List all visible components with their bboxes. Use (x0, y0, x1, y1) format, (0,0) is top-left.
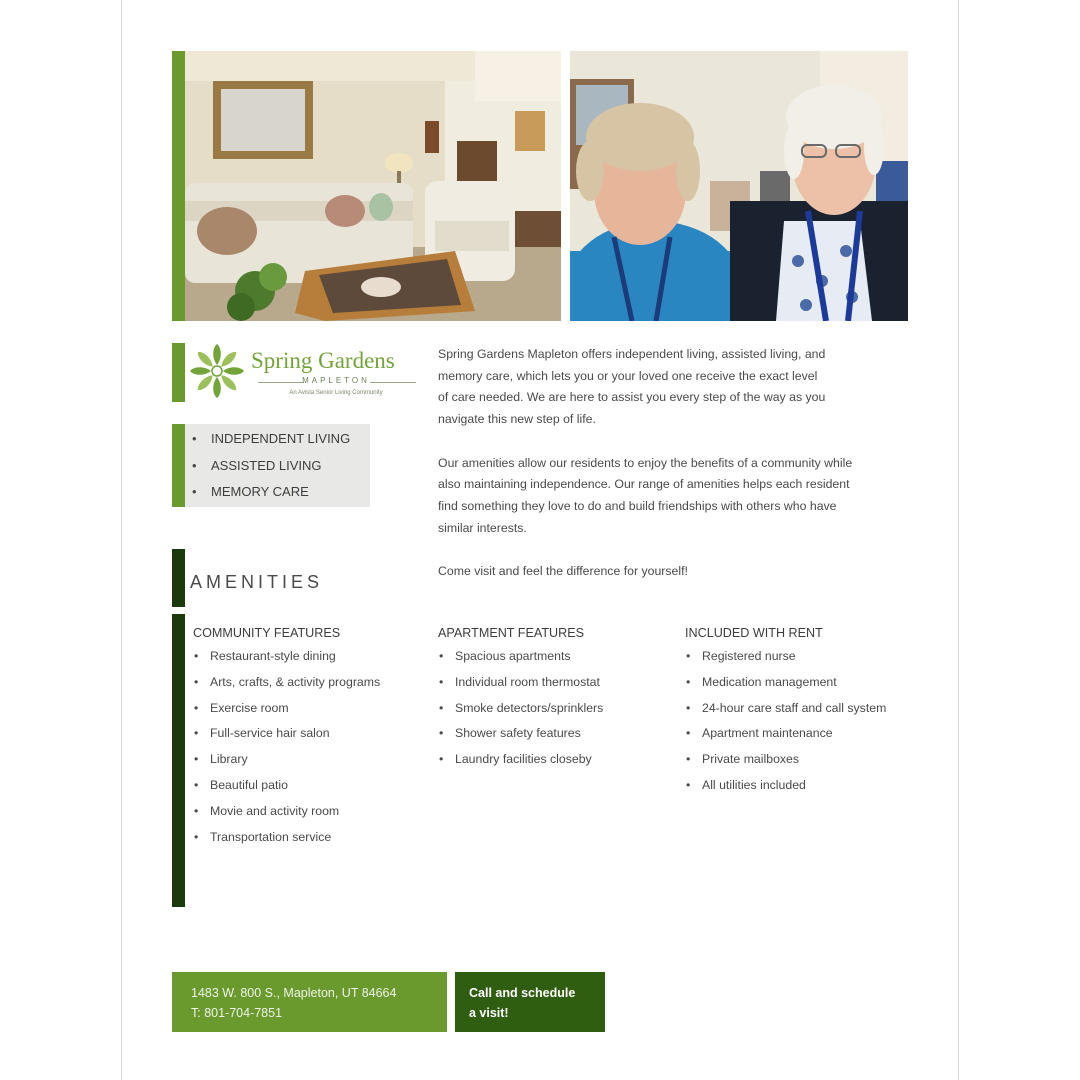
apartment-features-column (438, 626, 603, 777)
column-heading: INCLUDED WITH RENT (685, 626, 823, 640)
list-item: • Smoke detectors/sprinklers (455, 700, 603, 726)
care-level-item: • ASSISTED LIVING (207, 457, 350, 484)
logo-tagline: An Avista Senior Living Community (289, 390, 383, 396)
logo-accent-bar (172, 343, 185, 402)
community-logo (188, 342, 420, 404)
list-item: • Registered nurse (702, 648, 886, 674)
logo-location: MAPLETON (302, 376, 370, 385)
list-item: • Beautiful patio (210, 777, 380, 803)
community-features-column (193, 626, 380, 854)
community-features-list (193, 648, 380, 854)
care-levels-box (185, 424, 370, 507)
list-item: • All utilities included (702, 777, 886, 803)
included-with-rent-list (685, 648, 886, 803)
leaf-star-icon (188, 342, 246, 400)
column-heading: APARTMENT FEATURES (438, 626, 585, 640)
list-item: • Individual room thermostat (455, 674, 603, 700)
list-item: • Exercise room (210, 700, 380, 726)
care-level-item: • MEMORY CARE (207, 483, 350, 510)
living-room-photo (185, 51, 561, 321)
list-item: • Transportation service (210, 829, 380, 855)
intro-paragraph: Spring Gardens Mapleton offers independent living, assisted living, and memory care, which lets you or your loved one receive the exact level of care needed. We are here to assist you every step of the way as you navigate this new step of life. (438, 347, 826, 427)
list-item: • Laundry facilities closeby (455, 751, 603, 777)
apartment-features-list (438, 648, 603, 777)
address-text: 1483 W. 800 S., Mapleton, UT 84664 (191, 986, 397, 1000)
amenities-accent-bar (172, 549, 185, 607)
list-item: • Library (210, 751, 380, 777)
intro-paragraph: Our amenities allow our residents to enjoy the benefits of a community while also maintaining independence. Our range of amenities helps each resident find something they love to do and build friendships with others who have similar interests. (438, 455, 853, 535)
intro-text (438, 344, 918, 604)
features-accent-bar (172, 614, 185, 907)
included-with-rent-column (685, 626, 886, 803)
list-item: • Full-service hair salon (210, 725, 380, 751)
list-item: • Apartment maintenance (702, 725, 886, 751)
list-item: • Arts, crafts, & activity programs (210, 674, 380, 700)
contact-info-box (172, 972, 447, 1032)
logo-name: Spring Gardens (251, 348, 395, 373)
list-item: • Spacious apartments (455, 648, 603, 674)
list-item: • Medication management (702, 674, 886, 700)
care-accent-bar (172, 424, 185, 507)
list-item: • Private mailboxes (702, 751, 886, 777)
care-levels-list (207, 430, 350, 510)
list-item: • 24-hour care staff and call system (702, 700, 886, 726)
list-item: • Restaurant-style dining (210, 648, 380, 674)
schedule-visit-cta[interactable]: Call and schedule a visit! (455, 972, 605, 1032)
list-item: • Shower safety features (455, 725, 603, 751)
residents-photo (570, 51, 908, 321)
care-level-item: • INDEPENDENT LIVING (207, 430, 350, 457)
brochure-page (121, 0, 959, 1080)
photo-accent-bar (172, 51, 185, 321)
column-heading: COMMUNITY FEATURES (193, 626, 341, 640)
list-item: • Movie and activity room (210, 803, 380, 829)
intro-paragraph: Come visit and feel the difference for yourself! (438, 564, 688, 578)
phone-text: T: 801-704-7851 (191, 1006, 283, 1020)
amenities-title: AMENITIES (190, 572, 324, 592)
